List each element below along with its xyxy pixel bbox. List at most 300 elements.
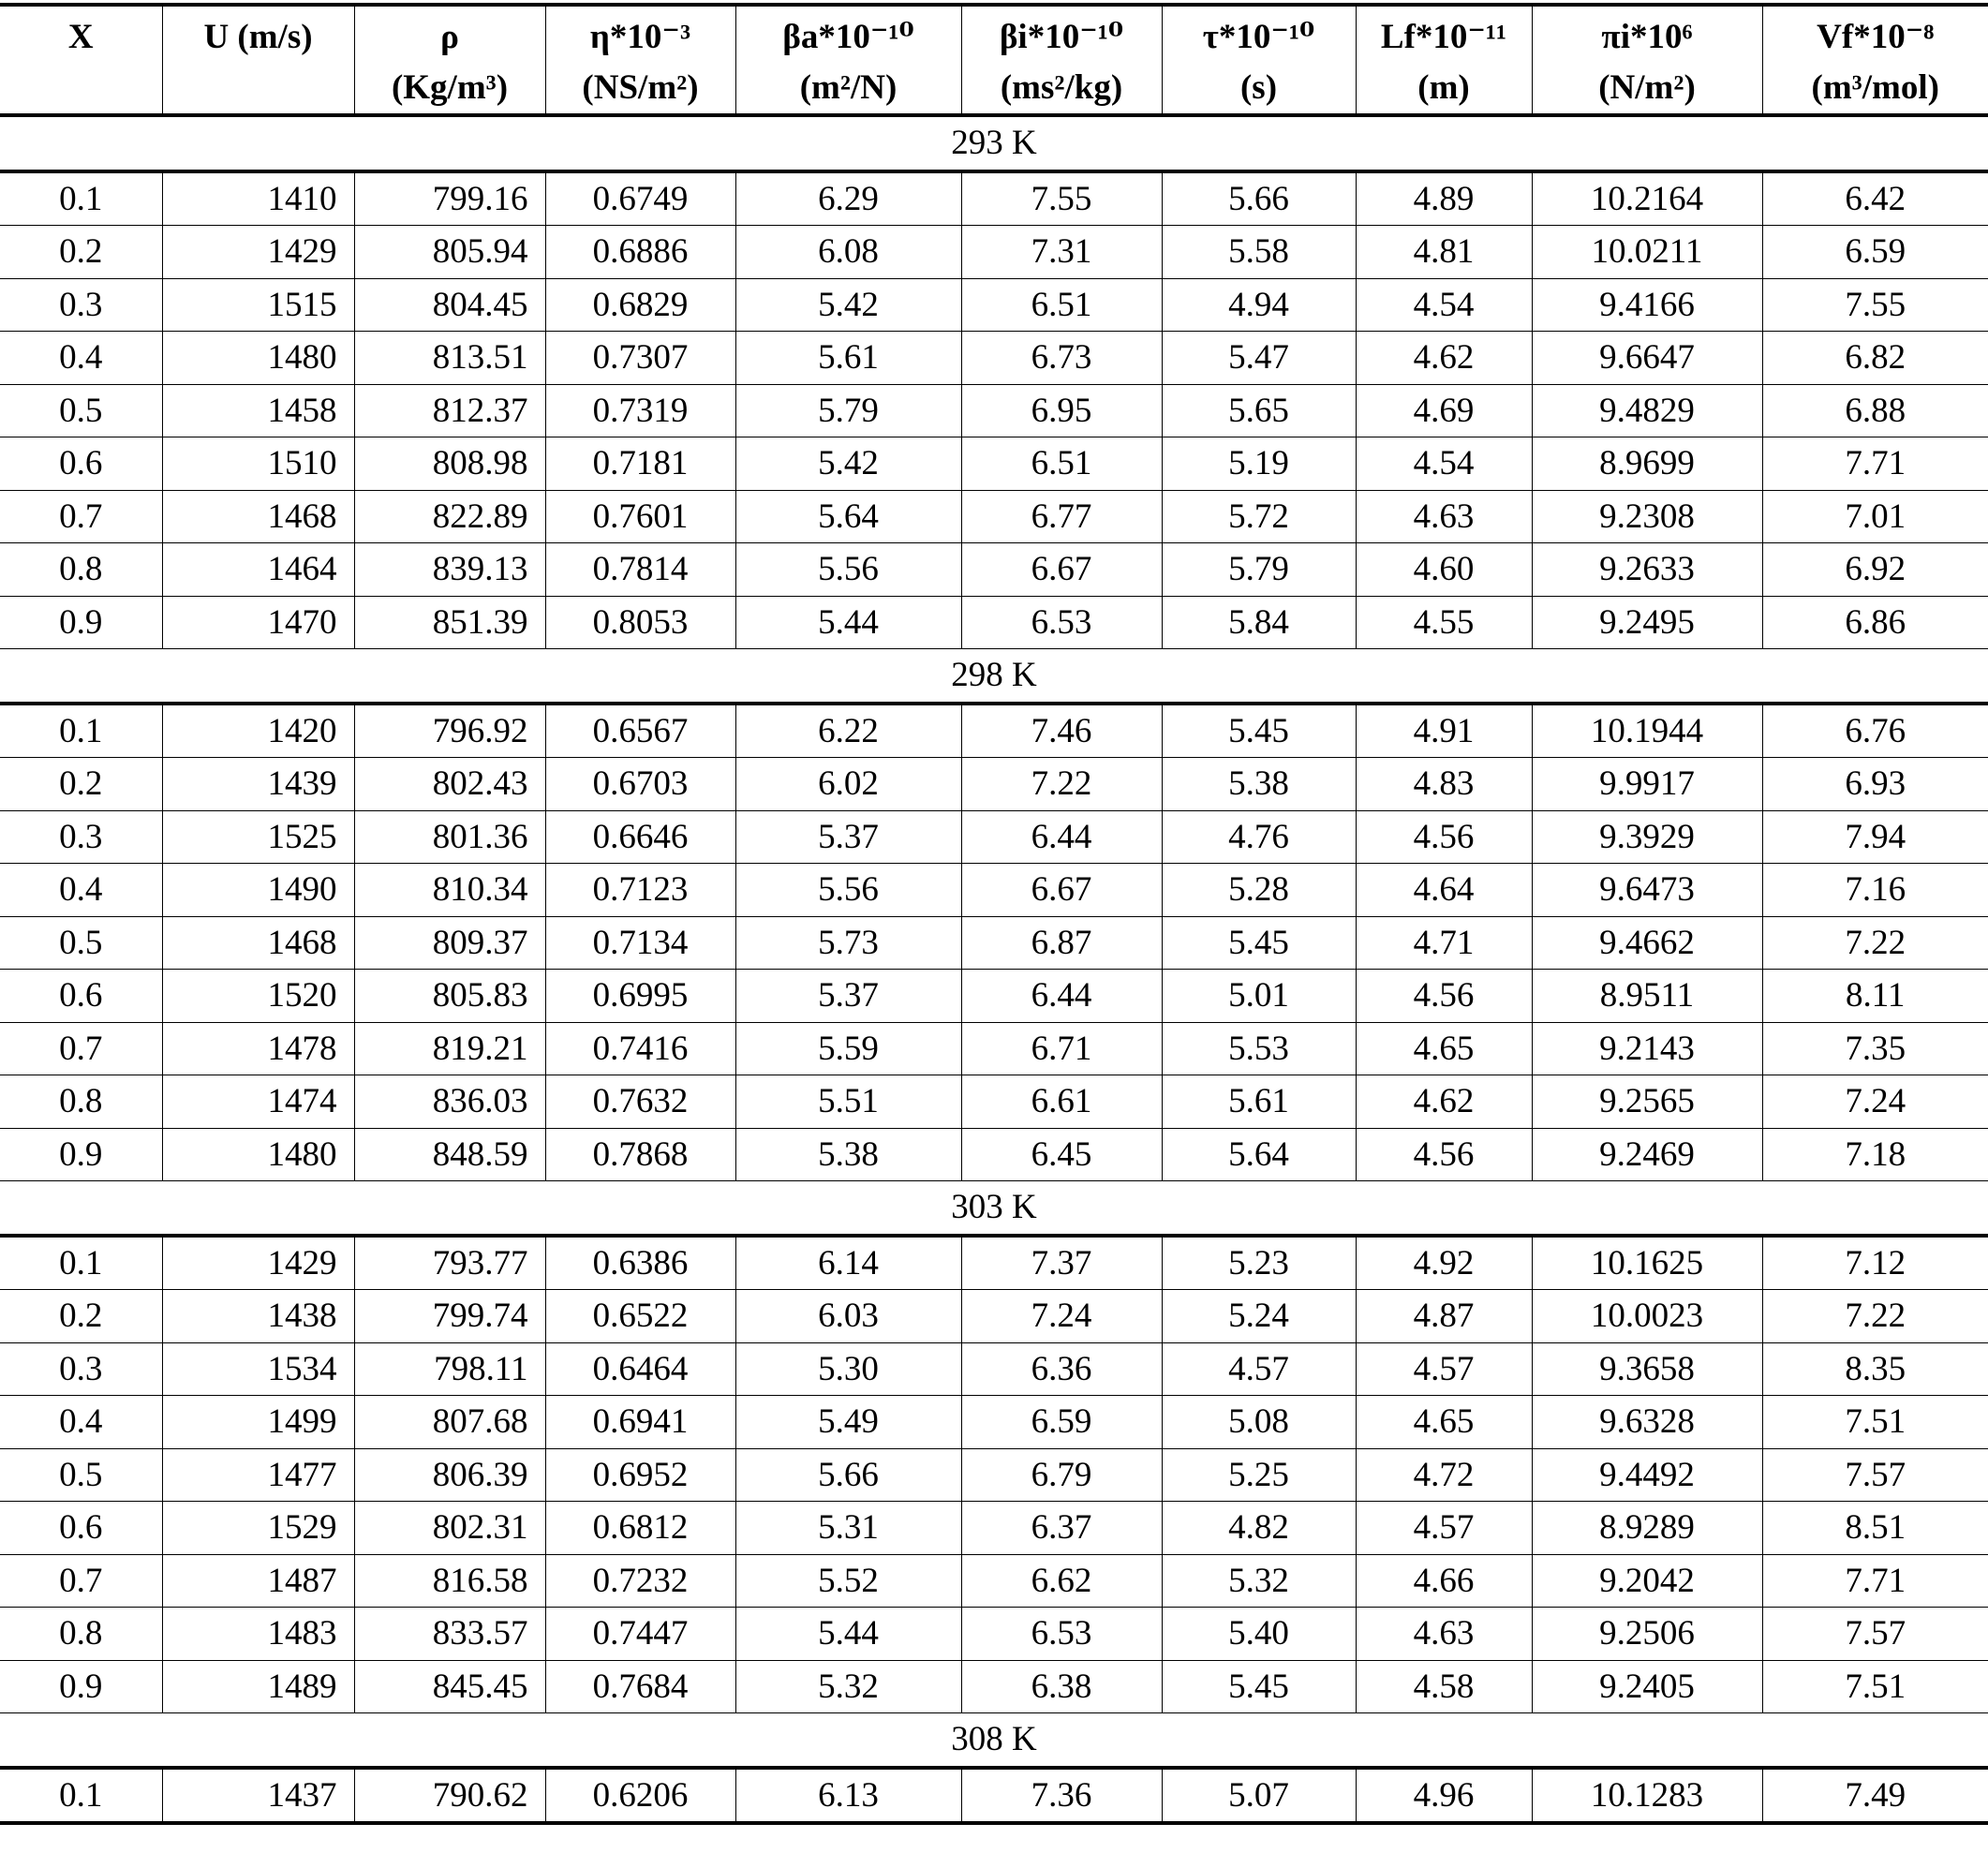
table-cell: 839.13	[354, 543, 545, 597]
table-cell: 6.95	[961, 384, 1162, 437]
table-cell: 9.2405	[1532, 1660, 1762, 1713]
table-cell: 0.3	[0, 278, 162, 332]
table-cell: 5.58	[1162, 226, 1356, 279]
table-cell: 0.3	[0, 810, 162, 864]
table-cell: 798.11	[354, 1342, 545, 1396]
table-cell: 1483	[162, 1608, 354, 1661]
table-cell: 7.37	[961, 1236, 1162, 1290]
table-cell: 1478	[162, 1022, 354, 1075]
column-header	[1762, 5, 1988, 115]
table-cell: 6.93	[1762, 758, 1988, 811]
temperature-section-row	[0, 649, 1988, 704]
table-cell: 0.6703	[545, 758, 735, 811]
table-cell: 4.58	[1356, 1660, 1532, 1713]
table-cell: 5.25	[1162, 1448, 1356, 1502]
table-cell: 1525	[162, 810, 354, 864]
column-unit: (m²/N)	[799, 67, 898, 107]
table-cell: 810.34	[354, 864, 545, 917]
table-cell: 6.73	[961, 332, 1162, 385]
table-cell: 836.03	[354, 1075, 545, 1129]
properties-table	[0, 3, 1988, 1825]
table-cell: 7.57	[1762, 1608, 1988, 1661]
table-cell: 0.6206	[545, 1768, 735, 1824]
column-unit: (N/m²)	[1598, 67, 1696, 107]
table-cell: 6.37	[961, 1502, 1162, 1555]
table-cell: 6.44	[961, 970, 1162, 1023]
table-cell: 805.83	[354, 970, 545, 1023]
table-cell: 0.1	[0, 1236, 162, 1290]
temperature-label: 308 K	[0, 1713, 1988, 1768]
table-cell: 5.52	[735, 1554, 961, 1608]
table-cell: 6.71	[961, 1022, 1162, 1075]
table-cell: 1410	[162, 171, 354, 226]
table-cell: 7.12	[1762, 1236, 1988, 1290]
table-cell: 1429	[162, 1236, 354, 1290]
column-name: πi*10⁶	[1601, 18, 1693, 56]
table-cell: 0.6886	[545, 226, 735, 279]
table-cell: 0.7319	[545, 384, 735, 437]
table-cell: 7.36	[961, 1768, 1162, 1824]
table-row	[0, 1554, 1988, 1608]
table-cell: 5.64	[735, 490, 961, 543]
temperature-section-row	[0, 115, 1988, 171]
table-cell: 8.9511	[1532, 970, 1762, 1023]
table-cell: 6.82	[1762, 332, 1988, 385]
temperature-label: 303 K	[0, 1181, 1988, 1236]
table-cell: 6.87	[961, 916, 1162, 970]
table-cell: 6.77	[961, 490, 1162, 543]
table-cell: 5.84	[1162, 596, 1356, 649]
table-cell: 5.53	[1162, 1022, 1356, 1075]
table-cell: 6.02	[735, 758, 961, 811]
table-cell: 833.57	[354, 1608, 545, 1661]
table-cell: 10.0211	[1532, 226, 1762, 279]
table-cell: 1490	[162, 864, 354, 917]
column-header	[1162, 5, 1356, 115]
table-cell: 0.1	[0, 1768, 162, 1824]
table-cell: 5.30	[735, 1342, 961, 1396]
table-cell: 7.55	[961, 171, 1162, 226]
temperature-section-row	[0, 1181, 1988, 1236]
table-cell: 6.13	[735, 1768, 961, 1824]
table-cell: 5.32	[1162, 1554, 1356, 1608]
table-cell: 5.44	[735, 1608, 961, 1661]
table-cell: 0.6	[0, 970, 162, 1023]
table-row	[0, 758, 1988, 811]
table-cell: 4.65	[1356, 1396, 1532, 1449]
table-cell: 7.22	[1762, 916, 1988, 970]
table-cell: 1487	[162, 1554, 354, 1608]
table-cell: 799.16	[354, 171, 545, 226]
table-cell: 1470	[162, 596, 354, 649]
table-cell: 0.6952	[545, 1448, 735, 1502]
table-cell: 4.69	[1356, 384, 1532, 437]
table-cell: 0.6567	[545, 704, 735, 758]
table-cell: 5.07	[1162, 1768, 1356, 1824]
table-cell: 5.56	[735, 864, 961, 917]
table-row	[0, 1290, 1988, 1343]
table-cell: 813.51	[354, 332, 545, 385]
table-row	[0, 384, 1988, 437]
table-cell: 0.9	[0, 596, 162, 649]
table-cell: 848.59	[354, 1128, 545, 1181]
table-cell: 9.3929	[1532, 810, 1762, 864]
table-cell: 9.6473	[1532, 864, 1762, 917]
table-cell: 0.6	[0, 437, 162, 491]
table-cell: 0.7868	[545, 1128, 735, 1181]
table-cell: 0.8053	[545, 596, 735, 649]
table-cell: 801.36	[354, 810, 545, 864]
table-cell: 6.67	[961, 864, 1162, 917]
table-cell: 7.24	[1762, 1075, 1988, 1129]
table-cell: 6.42	[1762, 171, 1988, 226]
table-cell: 0.8	[0, 1075, 162, 1129]
column-header	[735, 5, 961, 115]
table-cell: 819.21	[354, 1022, 545, 1075]
table-cell: 5.24	[1162, 1290, 1356, 1343]
table-cell: 4.66	[1356, 1554, 1532, 1608]
table-cell: 1468	[162, 490, 354, 543]
table-cell: 5.08	[1162, 1396, 1356, 1449]
table-cell: 6.36	[961, 1342, 1162, 1396]
column-name: X	[67, 18, 94, 56]
table-cell: 0.7	[0, 1554, 162, 1608]
table-cell: 5.79	[1162, 543, 1356, 597]
table-cell: 4.76	[1162, 810, 1356, 864]
column-header	[0, 5, 162, 115]
column-header	[162, 5, 354, 115]
table-cell: 7.46	[961, 704, 1162, 758]
table-cell: 0.8	[0, 1608, 162, 1661]
table-cell: 0.6	[0, 1502, 162, 1555]
column-name: βa*10⁻¹⁰	[782, 18, 914, 56]
table-cell: 5.61	[735, 332, 961, 385]
table-cell: 1458	[162, 384, 354, 437]
table-cell: 0.7	[0, 1022, 162, 1075]
table-cell: 10.2164	[1532, 171, 1762, 226]
table-cell: 7.31	[961, 226, 1162, 279]
table-cell: 7.22	[961, 758, 1162, 811]
table-cell: 796.92	[354, 704, 545, 758]
table-cell: 9.2633	[1532, 543, 1762, 597]
table-cell: 5.47	[1162, 332, 1356, 385]
table-cell: 1439	[162, 758, 354, 811]
table-cell: 7.49	[1762, 1768, 1988, 1824]
table-cell: 6.14	[735, 1236, 961, 1290]
table-cell: 806.39	[354, 1448, 545, 1502]
table-cell: 809.37	[354, 916, 545, 970]
table-row	[0, 1768, 1988, 1824]
table-cell: 1520	[162, 970, 354, 1023]
table-cell: 0.7632	[545, 1075, 735, 1129]
table-cell: 4.63	[1356, 1608, 1532, 1661]
table-cell: 1474	[162, 1075, 354, 1129]
table-cell: 5.37	[735, 810, 961, 864]
table-cell: 7.01	[1762, 490, 1988, 543]
temperature-label: 298 K	[0, 649, 1988, 704]
column-unit: (NS/m²)	[582, 67, 699, 107]
table-cell: 9.9917	[1532, 758, 1762, 811]
table-cell: 5.44	[735, 596, 961, 649]
table-cell: 4.91	[1356, 704, 1532, 758]
table-cell: 1437	[162, 1768, 354, 1824]
table-cell: 9.3658	[1532, 1342, 1762, 1396]
table-cell: 9.2469	[1532, 1128, 1762, 1181]
table-cell: 5.19	[1162, 437, 1356, 491]
table-cell: 5.66	[1162, 171, 1356, 226]
table-cell: 8.9699	[1532, 437, 1762, 491]
table-cell: 6.38	[961, 1660, 1162, 1713]
table-cell: 802.31	[354, 1502, 545, 1555]
column-name: U (m/s)	[203, 18, 313, 56]
table-cell: 5.72	[1162, 490, 1356, 543]
table-cell: 9.6647	[1532, 332, 1762, 385]
column-header	[1532, 5, 1762, 115]
table-cell: 6.86	[1762, 596, 1988, 649]
table-cell: 1489	[162, 1660, 354, 1713]
table-cell: 5.01	[1162, 970, 1356, 1023]
table-cell: 4.62	[1356, 1075, 1532, 1129]
table-header	[0, 5, 1988, 115]
table-cell: 6.61	[961, 1075, 1162, 1129]
table-cell: 845.45	[354, 1660, 545, 1713]
table-cell: 5.45	[1162, 916, 1356, 970]
table-row	[0, 916, 1988, 970]
table-cell: 6.92	[1762, 543, 1988, 597]
table-cell: 9.4662	[1532, 916, 1762, 970]
column-unit: (s)	[1239, 67, 1278, 107]
table-cell: 5.51	[735, 1075, 961, 1129]
table-cell: 10.1625	[1532, 1236, 1762, 1290]
table-cell: 0.5	[0, 1448, 162, 1502]
table-cell: 0.7684	[545, 1660, 735, 1713]
table-row	[0, 543, 1988, 597]
table-cell: 6.45	[961, 1128, 1162, 1181]
column-name: τ*10⁻¹⁰	[1202, 18, 1315, 56]
table-cell: 0.5	[0, 916, 162, 970]
column-header	[1356, 5, 1532, 115]
table-row	[0, 596, 1988, 649]
table-cell: 0.7181	[545, 437, 735, 491]
table-cell: 7.57	[1762, 1448, 1988, 1502]
table-cell: 1468	[162, 916, 354, 970]
temperature-section-row	[0, 1713, 1988, 1768]
table-cell: 6.62	[961, 1554, 1162, 1608]
table-row	[0, 1502, 1988, 1555]
table-cell: 0.9	[0, 1128, 162, 1181]
table-cell: 4.82	[1162, 1502, 1356, 1555]
table-cell: 0.6646	[545, 810, 735, 864]
table-cell: 0.2	[0, 758, 162, 811]
column-name: Vf*10⁻⁸	[1817, 18, 1935, 56]
table-cell: 0.9	[0, 1660, 162, 1713]
table-cell: 799.74	[354, 1290, 545, 1343]
table-cell: 9.6328	[1532, 1396, 1762, 1449]
table-cell: 6.51	[961, 278, 1162, 332]
table-cell: 4.71	[1356, 916, 1532, 970]
table-cell: 0.4	[0, 864, 162, 917]
table-row	[0, 1396, 1988, 1449]
table-cell: 4.57	[1162, 1342, 1356, 1396]
table-cell: 8.35	[1762, 1342, 1988, 1396]
table-cell: 1429	[162, 226, 354, 279]
table-cell: 804.45	[354, 278, 545, 332]
table-row	[0, 810, 1988, 864]
table-cell: 5.79	[735, 384, 961, 437]
table-cell: 4.92	[1356, 1236, 1532, 1290]
table-row	[0, 437, 1988, 491]
table-cell: 6.03	[735, 1290, 961, 1343]
table-cell: 790.62	[354, 1768, 545, 1824]
table-row	[0, 1022, 1988, 1075]
table-cell: 851.39	[354, 596, 545, 649]
table-cell: 4.72	[1356, 1448, 1532, 1502]
table-cell: 5.32	[735, 1660, 961, 1713]
table-cell: 6.08	[735, 226, 961, 279]
table-cell: 1499	[162, 1396, 354, 1449]
temperature-label: 293 K	[0, 115, 1988, 171]
table-cell: 1510	[162, 437, 354, 491]
table-row	[0, 1608, 1988, 1661]
table-cell: 7.35	[1762, 1022, 1988, 1075]
table-cell: 4.64	[1356, 864, 1532, 917]
table-cell: 4.96	[1356, 1768, 1532, 1824]
table-cell: 9.2143	[1532, 1022, 1762, 1075]
table-row	[0, 332, 1988, 385]
column-unit: (m)	[1417, 67, 1470, 107]
table-cell: 6.59	[1762, 226, 1988, 279]
table-cell: 7.55	[1762, 278, 1988, 332]
table-cell: 1480	[162, 332, 354, 385]
table-cell: 0.4	[0, 1396, 162, 1449]
table-cell: 5.31	[735, 1502, 961, 1555]
table-cell: 9.2506	[1532, 1608, 1762, 1661]
table-cell: 5.42	[735, 437, 961, 491]
table-cell: 5.42	[735, 278, 961, 332]
table-cell: 10.1944	[1532, 704, 1762, 758]
table-cell: 0.6829	[545, 278, 735, 332]
table-cell: 4.56	[1356, 1128, 1532, 1181]
table-cell: 1534	[162, 1342, 354, 1396]
table-cell: 4.83	[1356, 758, 1532, 811]
table-cell: 7.16	[1762, 864, 1988, 917]
table-cell: 5.38	[1162, 758, 1356, 811]
table-cell: 6.51	[961, 437, 1162, 491]
column-header	[354, 5, 545, 115]
table-cell: 1515	[162, 278, 354, 332]
table-cell: 0.1	[0, 171, 162, 226]
table-cell: 0.6995	[545, 970, 735, 1023]
table-row	[0, 1075, 1988, 1129]
table-cell: 0.1	[0, 704, 162, 758]
table-cell: 0.7134	[545, 916, 735, 970]
table-cell: 5.56	[735, 543, 961, 597]
table-cell: 0.6941	[545, 1396, 735, 1449]
table-cell: 0.6386	[545, 1236, 735, 1290]
table-cell: 1420	[162, 704, 354, 758]
table-cell: 5.66	[735, 1448, 961, 1502]
table-row	[0, 1448, 1988, 1502]
table-cell: 10.0023	[1532, 1290, 1762, 1343]
table-cell: 0.2	[0, 226, 162, 279]
table-cell: 7.18	[1762, 1128, 1988, 1181]
table-cell: 5.61	[1162, 1075, 1356, 1129]
column-name: η*10⁻³	[589, 18, 691, 56]
table-cell: 4.89	[1356, 171, 1532, 226]
table-cell: 816.58	[354, 1554, 545, 1608]
table-cell: 9.2565	[1532, 1075, 1762, 1129]
table-cell: 4.62	[1356, 332, 1532, 385]
table-cell: 4.57	[1356, 1342, 1532, 1396]
table-cell: 10.1283	[1532, 1768, 1762, 1824]
table-cell: 0.3	[0, 1342, 162, 1396]
table-cell: 6.29	[735, 171, 961, 226]
header-row	[0, 5, 1988, 115]
table-cell: 0.8	[0, 543, 162, 597]
table-cell: 0.6812	[545, 1502, 735, 1555]
table-row	[0, 1660, 1988, 1713]
table-cell: 822.89	[354, 490, 545, 543]
table-cell: 808.98	[354, 437, 545, 491]
table-cell: 9.4492	[1532, 1448, 1762, 1502]
table-cell: 1438	[162, 1290, 354, 1343]
table-cell: 0.7123	[545, 864, 735, 917]
table-cell: 0.6749	[545, 171, 735, 226]
table-cell: 5.28	[1162, 864, 1356, 917]
table-cell: 4.57	[1356, 1502, 1532, 1555]
table-cell: 9.4166	[1532, 278, 1762, 332]
table-cell: 0.7814	[545, 543, 735, 597]
table-cell: 6.88	[1762, 384, 1988, 437]
column-header	[961, 5, 1162, 115]
table-cell: 6.53	[961, 1608, 1162, 1661]
table-cell: 4.63	[1356, 490, 1532, 543]
table-cell: 1529	[162, 1502, 354, 1555]
table-cell: 0.6522	[545, 1290, 735, 1343]
table-cell: 807.68	[354, 1396, 545, 1449]
table-cell: 4.56	[1356, 810, 1532, 864]
table-row	[0, 278, 1988, 332]
table-cell: 802.43	[354, 758, 545, 811]
table-row	[0, 490, 1988, 543]
table-cell: 0.6464	[545, 1342, 735, 1396]
table-cell: 4.55	[1356, 596, 1532, 649]
table-cell: 812.37	[354, 384, 545, 437]
table-cell: 5.45	[1162, 1660, 1356, 1713]
table-cell: 5.37	[735, 970, 961, 1023]
table-cell: 4.56	[1356, 970, 1532, 1023]
table-cell: 6.59	[961, 1396, 1162, 1449]
table-cell: 9.2308	[1532, 490, 1762, 543]
table-cell: 5.49	[735, 1396, 961, 1449]
table-cell: 1464	[162, 543, 354, 597]
table-cell: 7.71	[1762, 1554, 1988, 1608]
table-cell: 0.2	[0, 1290, 162, 1343]
table-row	[0, 1342, 1988, 1396]
table-cell: 7.22	[1762, 1290, 1988, 1343]
table-cell: 8.9289	[1532, 1502, 1762, 1555]
table-cell: 5.64	[1162, 1128, 1356, 1181]
table-cell: 0.7307	[545, 332, 735, 385]
table-cell: 8.11	[1762, 970, 1988, 1023]
table-row	[0, 171, 1988, 226]
table-cell: 4.87	[1356, 1290, 1532, 1343]
table-cell: 6.76	[1762, 704, 1988, 758]
table-cell: 5.73	[735, 916, 961, 970]
table-cell: 4.60	[1356, 543, 1532, 597]
table-cell: 5.65	[1162, 384, 1356, 437]
column-name: Lf*10⁻¹¹	[1380, 18, 1507, 56]
